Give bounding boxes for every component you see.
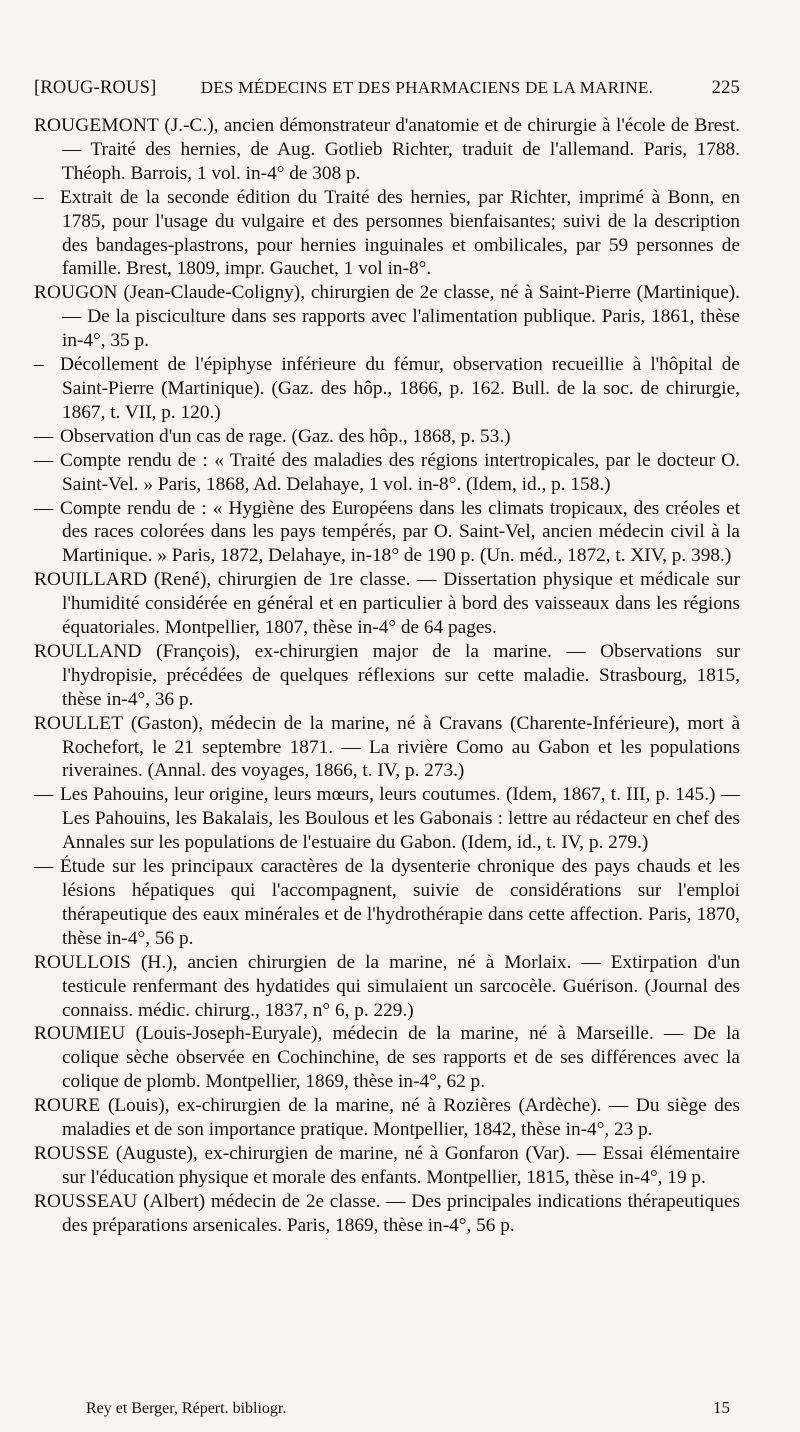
entry-surname: ROULLOIS: [34, 951, 131, 973]
page-number: 225: [711, 78, 740, 98]
header-range: [ROUG-ROUS]: [34, 78, 157, 98]
entry-roure: [34, 1094, 740, 1142]
entry-text: (François), ex-chirurgien major de la marine. — Observations sur l'hydropisie, précédées de quelques réflexions sur cette maladie. Strasbourg, 1815, thèse in-4°, 36 p.: [62, 640, 740, 710]
sub-entry-text: Étude sur les principaux caractères de la dysenterie chronique des pays chauds et les lésions hépatiques qui l'accompagnent, suivie de considérations sur l'emploi thérapeutique des eaux minérales et de l'hydrothérapie dans cette affection. Paris, 1870, thèse in-4°, 56 p.: [60, 856, 740, 949]
dash-mark: –: [34, 186, 44, 208]
entry-surname: ROUGEMONT: [34, 115, 159, 136]
sub-entry: [34, 353, 740, 425]
entry-rougon: [34, 281, 740, 353]
entry-text: (Louis), ex-chirurgien de la marine, né à Rozières (Ardèche). — Du siège des maladies et de son importance pratique. Montpellier, 1842, thèse in-4°, 23 p.: [62, 1095, 740, 1141]
entry-text: (Gaston), médecin de la marine, né à Cravans (Charente-Inférieure), mort à Rochefort, le 21 septembre 1871. — La rivière Como au Gabon et les populations riveraines. (Annal. des voyages, 1866, t. IV, p. 273.): [62, 712, 740, 782]
page-footer: [86, 1398, 730, 1418]
entry-surname: ROULLAND: [34, 640, 142, 662]
sub-entry: [34, 186, 740, 282]
dash-mark: —: [34, 449, 54, 471]
entry-surname: ROURE: [34, 1095, 101, 1117]
dash-mark: —: [34, 856, 54, 878]
entries-body: [34, 114, 740, 1238]
entry-surname: ROUSSEAU: [34, 1190, 138, 1212]
sub-entry: [34, 783, 740, 855]
entry-rouillard: [34, 568, 740, 640]
entry-text: (René), chirurgien de 1re classe. — Dissertation physique et médicale sur l'humidité considérée en général et en particulier à bord des vaisseaux dans les régions équatoriales. Montpellier, 1807, thèse in-4° de 64 pages.: [62, 569, 740, 639]
sub-entry-text: Compte rendu de : « Traité des maladies des régions intertropicales, par le docteur O. Saint-Vel. » Paris, 1868, Ad. Delahaye, 1 vol. in-8°. (Idem, id., p. 158.): [60, 449, 740, 495]
entry-text: (Albert) médecin de 2e classe. — Des principales indications thérapeutiques des préparations arsenicales. Paris, 1869, thèse in-4°, 56 p.: [62, 1190, 740, 1236]
sub-entry-text: Les Pahouins, leur origine, leurs mœurs, leurs coutumes. (Idem, 1867, t. III, p. 145.) — Les Pahouins, les Bakalais, les Boulous et les Gabonais : lettre au rédacteur en chef des Annales sur les populations de l'estuaire du Gabon. (Idem, id., t. IV, p. 279.): [60, 784, 740, 854]
footer-citation: Rey et Berger, Répert. bibliogr.: [86, 1400, 287, 1417]
entry-text: (J.-C.), ancien démonstrateur d'anatomie et de chirurgie à l'école de Brest. — Traité des hernies, de Aug. Gotlieb Richter, traduit de l'allemand. Paris, 1788. Théoph. Barrois, 1 vol. in-4° de 308 p.: [62, 115, 740, 184]
running-header: [34, 78, 740, 99]
entry-text: (Louis-Joseph-Euryale), médecin de la marine, né à Marseille. — De la colique sèche observée en Cochinchine, de ses rapports et de ses différences avec la colique de plomb. Montpellier, 1869, thèse in-4°, 62 p.: [62, 1023, 740, 1093]
entry-surname: ROUMIEU: [34, 1023, 126, 1045]
entry-roullois: [34, 951, 740, 1023]
signature-mark: 15: [713, 1398, 730, 1417]
entry-surname: ROULLET: [34, 712, 124, 734]
sub-entry: [34, 855, 740, 951]
entry-surname: ROUILLARD: [34, 569, 148, 591]
entry-rousse: [34, 1142, 740, 1190]
sub-entry: [34, 449, 740, 497]
entry-text: (Jean-Claude-Coligny), chirurgien de 2e classe, né à Saint-Pierre (Martinique). — De la pisciculture dans ses rapports avec l'alimentation publique. Paris, 1861, thèse in-4°, 35 p.: [62, 282, 740, 352]
dash-mark: —: [34, 425, 54, 447]
sub-entry-text: Observation d'un cas de rage. (Gaz. des hôp., 1868, p. 53.): [60, 425, 511, 447]
sub-entry-text: Compte rendu de : « Hygiène des Européens dans les climats tropicaux, des créoles et des races colorées dans les pays tempérés, par O. Saint-Vel, ancien médecin civil à la Martinique. » Paris, 1872, Delahaye, in-18° de 190 p. (Un. méd., 1872, t. XIV, p. 398.): [60, 497, 740, 567]
dash-mark: –: [34, 354, 44, 376]
entry-text: (H.), ancien chirurgien de la marine, né à Morlaix. — Extirpation d'un testicule renfermant des hydatides qui simulaient un sarcocèle. Guérison. (Journal des connaiss. médic. chirurg., 1837, n° 6, p. 229.): [62, 951, 740, 1021]
entry-roullet: [34, 712, 740, 784]
sub-entry: [34, 497, 740, 569]
entry-rousseau: [34, 1190, 740, 1238]
entry-text: (Auguste), ex-chirurgien de marine, né à Gonfaron (Var). — Essai élémentaire sur l'éducation physique et morale des enfants. Montpellier, 1815, thèse in-4°, 19 p.: [62, 1142, 740, 1188]
entry-roumieu: [34, 1022, 740, 1094]
entry-surname: ROUSSE: [34, 1142, 110, 1164]
entry-roulland: [34, 640, 740, 712]
sub-entry: [34, 425, 740, 449]
sub-entry-text: Extrait de la seconde édition du Traité des hernies, par Richter, imprimé à Bonn, en 1785, pour l'usage du vulgaire et des personnes bienfaisantes; suivi de la description des bandages-plastrons, pour hernies inguinales et ombilicales, par 59 personnes de famille. Brest, 1809, impr. Gauchet, 1 vol in-8°.: [60, 186, 740, 280]
dash-mark: —: [34, 497, 54, 519]
sub-entry-text: Décollement de l'épiphyse inférieure du fémur, observation recueillie à l'hôpital de Saint-Pierre (Martinique). (Gaz. des hôp., 1866, p. 162. Bull. de la soc. de chirurgie, 1867, t. VII, p. 120.): [60, 354, 740, 423]
entry-rougemont: [34, 114, 740, 186]
header-title: DES MÉDECINS ET DES PHARMACIENS DE LA MARINE.: [200, 78, 654, 97]
entry-surname: ROUGON: [34, 282, 118, 304]
dash-mark: —: [34, 784, 54, 806]
